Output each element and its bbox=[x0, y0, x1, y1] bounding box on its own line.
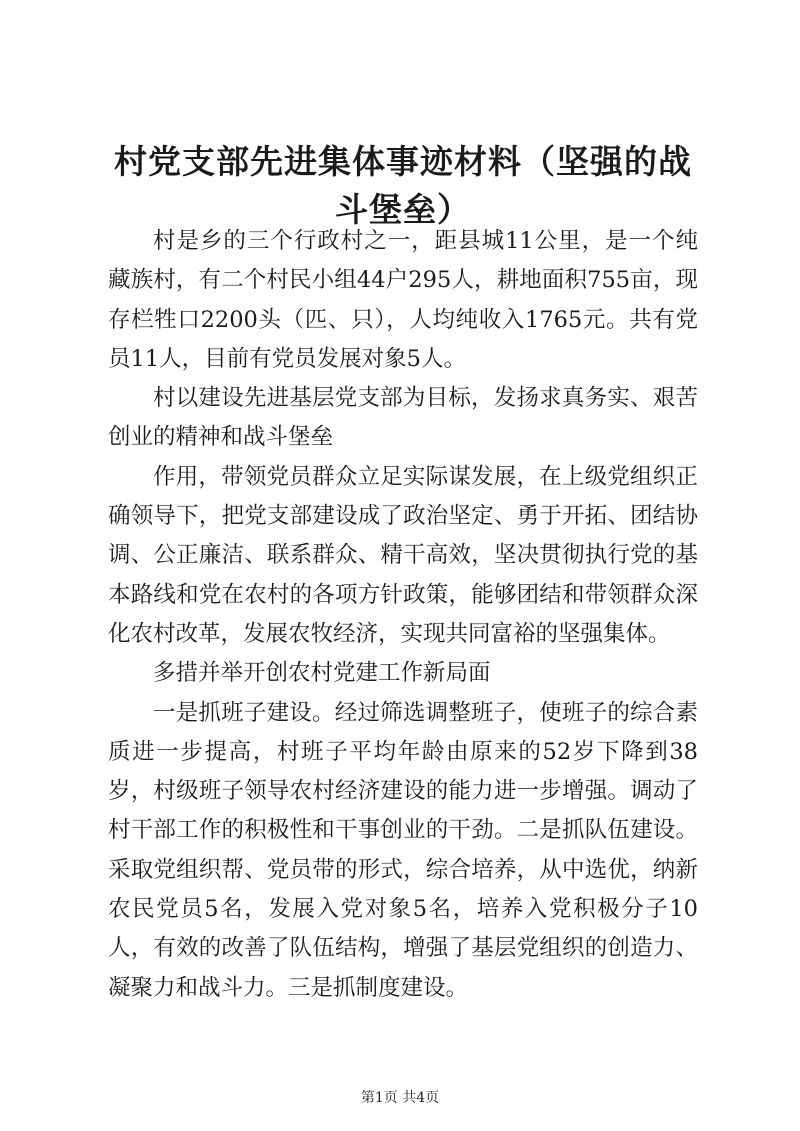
paragraph-village-overview: 村是乡的三个行政村之一，距县城11公里，是一个纯藏族村，有二个村民小组44户295人，耕地面积755亩，现存栏牲口2200头（匹、只），人均纯收入1765元。共有党员11人，目前有党员发展对象5人。 bbox=[108, 228, 698, 372]
paragraph-role: 作用，带领党员群众立足实际谋发展，在上级党组织正确领导下，把党支部建设成了政治坚定、勇于开拓、团结协调、公正廉洁、联系群众、精干高效，坚决贯彻执行党的基本路线和党在农村的各项方针政策，能够团结和带领群众深化农村改革，发展农牧经济，实现共同富裕的坚强集体。 bbox=[108, 463, 698, 647]
paragraph-measures: 一是抓班子建设。经过筛选调整班子，使班子的综合素质进一步提高，村班子平均年龄由原来的52岁下降到38岁，村级班子领导农村经济建设的能力进一步增强。调动了村干部工作的积极性和干事创业的干劲。二是抓队伍建设。采取党组织帮、党员带的形式，综合培养，从中选优，纳新农民党员5名，发展入党对象5名，培养入党积极分子10人，有效的改善了队伍结构，增强了基层党组织的创造力、凝聚力和战斗力。三是抓制度建设。 bbox=[108, 699, 698, 1001]
paragraph-goal: 村以建设先进基层党支部为目标，发扬求真务实、艰苦创业的精神和战斗堡垒 bbox=[108, 385, 698, 451]
paragraph-section-heading: 多措并举开创农村党建工作新局面 bbox=[153, 660, 491, 687]
document-body bbox=[108, 222, 698, 1008]
page-number-footer: 第1页 共4页 bbox=[360, 1090, 440, 1106]
document-title: 村党支部先进集体事迹材料（坚强的战斗堡垒） bbox=[114, 142, 692, 229]
